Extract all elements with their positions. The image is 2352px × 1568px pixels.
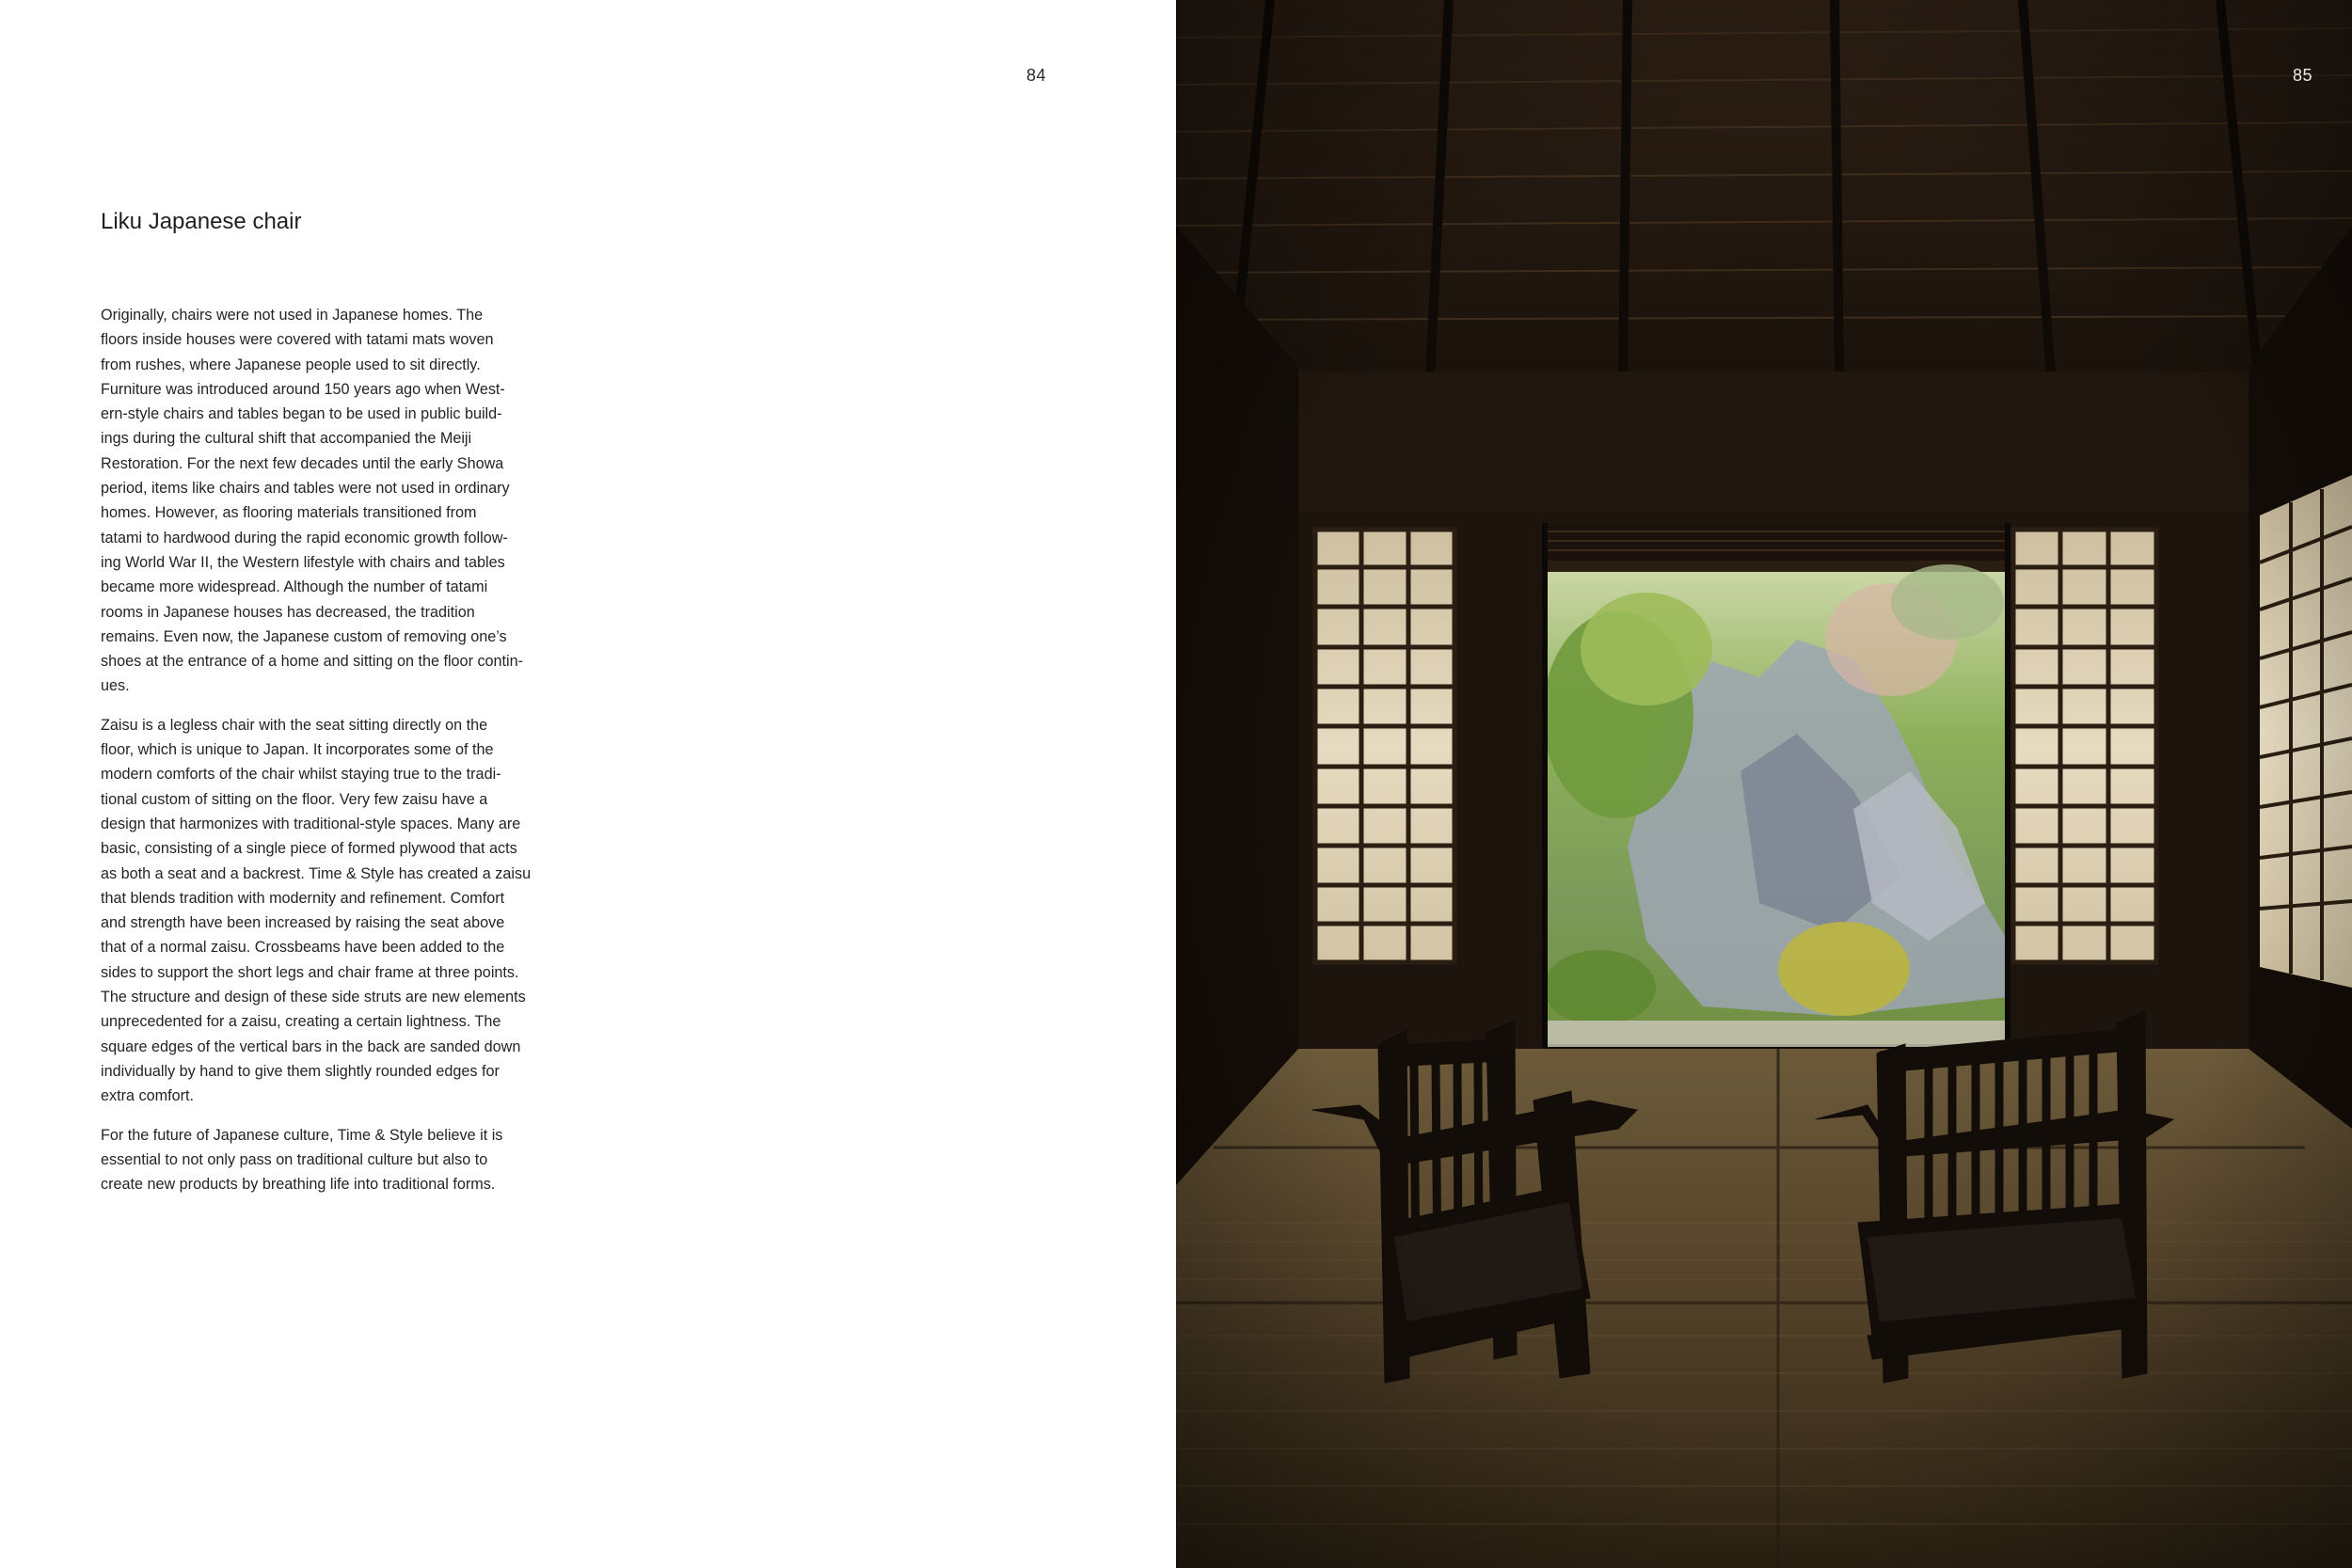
text-line: floor, which is unique to Japan. It incorporates some of the [101,741,494,759]
text-line: For the future of Japanese culture, Time & Style believe it is [101,1126,503,1144]
paragraph-1 [101,303,580,699]
text-line: as both a seat and a backrest. Time & Style has created a zaisu [101,864,532,882]
text-line: modern comforts of the chair whilst staying true to the tradi- [101,766,501,784]
article-body [101,303,580,1211]
right-page [1176,0,2352,1568]
text-line: The structure and design of these side struts are new elements [101,989,526,1006]
tatami-room-photo [1176,0,2352,1568]
text-line: Restoration. For the next few decades until the early Showa [101,454,504,472]
paragraph-2 [101,713,580,1109]
text-line: tatami to hardwood during the rapid economic growth follow- [101,529,508,546]
text-line: remains. Even now, the Japanese custom of removing one’s [101,627,507,645]
paragraph-3 [101,1123,580,1197]
page-number-right: 85 [2292,66,2312,85]
text-line: floors inside houses were covered with tatami mats woven [101,331,494,349]
text-line: square edges of the vertical bars in the back are sanded down [101,1037,521,1055]
text-line: from rushes, where Japanese people used to sit directly. [101,356,481,373]
text-line: basic, consisting of a single piece of formed plywood that acts [101,840,517,858]
text-line: rooms in Japanese houses has decreased, the tradition [101,603,475,621]
text-line: Originally, chairs were not used in Japanese homes. The [101,307,484,324]
text-line: individually by hand to give them slightly rounded edges for [101,1062,500,1080]
text-line: shoes at the entrance of a home and sitting on the floor contin- [101,653,524,671]
text-line: that blends tradition with modernity and refinement. Comfort [101,889,505,907]
text-line: ern-style chairs and tables began to be used in public build- [101,405,502,423]
page-number-left: 84 [1026,66,1047,85]
text-line: Furniture was introduced around 150 years ago when West- [101,380,505,398]
text-line: ings during the cultural shift that accompanied the Meiji [101,430,472,448]
text-line: and strength have been increased by raising the seat above [101,914,505,932]
text-line: homes. However, as flooring materials transitioned from [101,504,477,522]
text-line: tional custom of sitting on the floor. Very few zaisu have a [101,790,488,808]
article-title: Liku Japanese chair [101,209,302,234]
text-line: period, items like chairs and tables were not used in ordinary [101,480,510,498]
text-line: unprecedented for a zaisu, creating a certain lightness. The [101,1013,501,1031]
text-line: create new products by breathing life into traditional forms. [101,1176,496,1194]
text-line: design that harmonizes with traditional-style spaces. Many are [101,815,521,832]
text-line: sides to support the short legs and chair frame at three points. [101,963,519,981]
text-line: ing World War II, the Western lifestyle with chairs and tables [101,553,505,571]
text-line: extra comfort. [101,1087,194,1105]
text-line: ues. [101,677,130,695]
text-line: that of a normal zaisu. Crossbeams have been added to the [101,939,505,957]
text-line: essential to not only pass on traditional culture but also to [101,1150,488,1168]
text-line: Zaisu is a legless chair with the seat sitting directly on the [101,716,488,734]
text-line: became more widespread. Although the number of tatami [101,578,488,596]
